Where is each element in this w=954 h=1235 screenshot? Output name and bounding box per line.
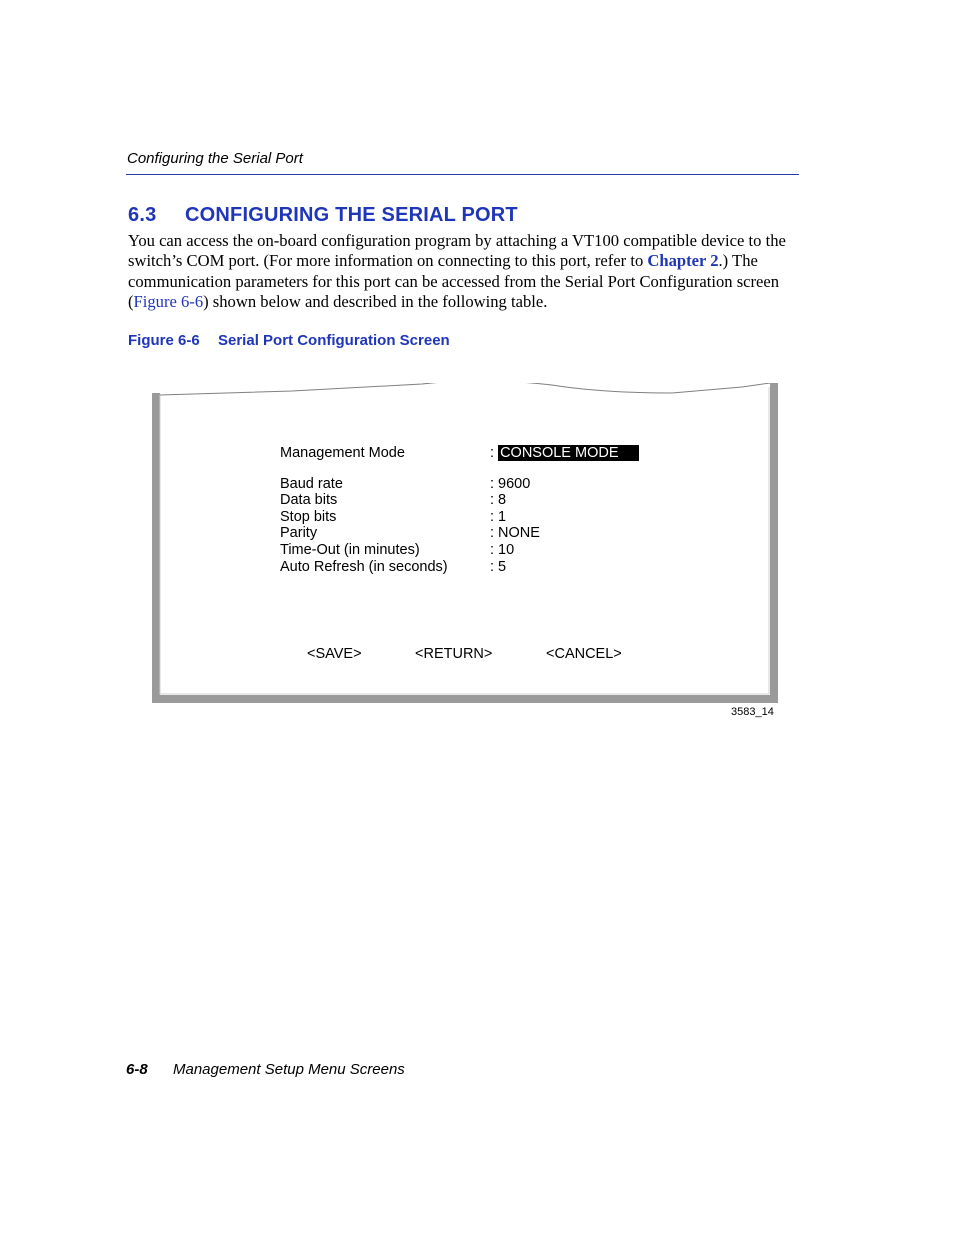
data-bits-value[interactable]: : 8 bbox=[490, 492, 507, 508]
parity-label: Parity bbox=[280, 525, 318, 541]
paragraph-text-3: ) shown below and described in the following table. bbox=[203, 292, 548, 312]
management-mode-label: Management Mode bbox=[280, 445, 405, 461]
figure-title: Serial Port Configuration Screen bbox=[218, 332, 450, 349]
figure-id: 3583_14 bbox=[731, 706, 774, 718]
paragraph-text-2: .) The communication parameters for this port can be accessed from the Serial Port Configuration screen ( bbox=[128, 251, 780, 312]
body-paragraph bbox=[128, 231, 800, 313]
baud-rate-label: Baud rate bbox=[280, 476, 343, 492]
data-bits-label: Data bits bbox=[280, 492, 338, 508]
timeout-value[interactable]: : 10 bbox=[490, 542, 515, 558]
management-mode-separator: : bbox=[490, 445, 495, 461]
parity-value[interactable]: : NONE bbox=[490, 525, 540, 541]
management-mode-value[interactable] bbox=[490, 445, 639, 461]
section-number: 6.3 bbox=[128, 204, 157, 226]
auto-refresh-label: Auto Refresh (in seconds) bbox=[280, 559, 448, 575]
header-rule bbox=[126, 174, 799, 175]
figure-caption bbox=[128, 332, 450, 349]
timeout-label: Time-Out (in minutes) bbox=[280, 542, 420, 558]
running-header: Configuring the Serial Port bbox=[127, 150, 303, 167]
figure-link[interactable]: Figure 6-6 bbox=[133, 292, 204, 312]
section-title: CONFIGURING THE SERIAL PORT bbox=[185, 204, 518, 226]
auto-refresh-value[interactable]: : 5 bbox=[490, 559, 507, 575]
figure-number: Figure 6-6 bbox=[128, 332, 200, 349]
return-button[interactable]: <RETURN> bbox=[415, 646, 493, 662]
section-heading bbox=[128, 204, 518, 227]
stop-bits-value[interactable]: : 1 bbox=[490, 509, 507, 525]
chapter-link[interactable]: Chapter 2 bbox=[647, 251, 719, 271]
paragraph-text-1: You can access the on-board configuration program by attaching a VT100 compatible device to the switch’s COM port. (For more information on connecting to this port, refer to bbox=[128, 231, 786, 271]
save-button[interactable]: <SAVE> bbox=[307, 646, 362, 662]
page-number: 6-8 bbox=[126, 1061, 148, 1078]
baud-rate-value[interactable]: : 9600 bbox=[490, 476, 531, 492]
cancel-button[interactable]: <CANCEL> bbox=[546, 646, 622, 662]
stop-bits-label: Stop bits bbox=[280, 509, 337, 525]
management-mode-field[interactable]: CONSOLE MODE bbox=[498, 445, 638, 461]
footer-chapter-title: Management Setup Menu Screens bbox=[173, 1061, 405, 1078]
